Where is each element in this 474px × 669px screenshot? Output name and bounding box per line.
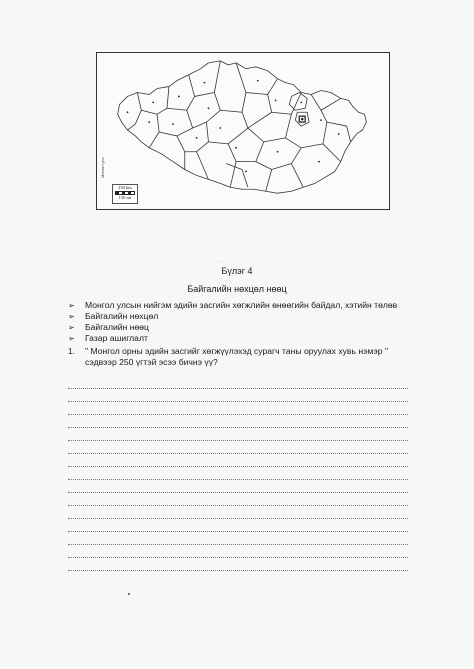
map-scale xyxy=(112,184,138,204)
map-side-label: Монгол улс xyxy=(100,156,105,178)
answer-line[interactable] xyxy=(68,532,408,545)
lesson-title: Байгалийн нөхцөл нөөц xyxy=(187,284,287,294)
answer-line[interactable] xyxy=(68,402,408,415)
mongolia-outline-map xyxy=(97,53,389,209)
list-item-label: Байгалийн нөхцөл xyxy=(85,311,159,321)
answer-line[interactable] xyxy=(68,545,408,558)
arrow-bullet-icon: ➢ xyxy=(68,301,75,310)
question-number: 1. xyxy=(68,346,76,356)
faint-mark: - - - - xyxy=(218,258,227,263)
arrow-bullet-icon: ➢ xyxy=(68,334,75,343)
answer-line[interactable] xyxy=(68,415,408,428)
list-item-label: Монгол улсын нийгэм эдийн засгийн хөгжлийн өнөөгийн байдал, хэтийн төлөв xyxy=(85,300,398,310)
list-item-label: Байгалийн нөөц xyxy=(85,322,149,332)
answer-line[interactable] xyxy=(68,454,408,467)
scale-mi-label: 150 mi xyxy=(118,195,132,200)
section-title: Бүлэг 4 xyxy=(221,266,253,276)
list-item xyxy=(68,300,428,311)
answer-line[interactable] xyxy=(68,493,408,506)
list-item xyxy=(68,322,428,333)
answer-lines[interactable] xyxy=(68,376,408,571)
answer-line[interactable] xyxy=(68,441,408,454)
essay-question xyxy=(68,346,408,368)
answer-line[interactable] xyxy=(68,428,408,441)
list-item-label: Газар ашиглалт xyxy=(85,333,148,343)
arrow-bullet-icon: ➢ xyxy=(68,312,75,321)
answer-line[interactable] xyxy=(68,467,408,480)
list-item xyxy=(68,333,428,344)
pen-speck xyxy=(128,593,130,595)
answer-line[interactable] xyxy=(68,519,408,532)
answer-line[interactable] xyxy=(68,480,408,493)
answer-line[interactable] xyxy=(68,376,408,389)
answer-line[interactable] xyxy=(68,389,408,402)
list-item xyxy=(68,311,428,322)
question-text: " Монгол орны эдийн засгийг хөгжүүлэхэд сурагч таны оруулах хувь нэмэр " сэдвээр 250 үгтэй эсээ бичнэ үү? xyxy=(85,346,388,367)
arrow-bullet-icon: ➢ xyxy=(68,323,75,332)
scale-km-label: 250 km xyxy=(118,185,132,190)
mongolia-map xyxy=(96,52,390,210)
answer-line[interactable] xyxy=(68,558,408,571)
topic-list xyxy=(68,300,428,344)
answer-line[interactable] xyxy=(68,506,408,519)
